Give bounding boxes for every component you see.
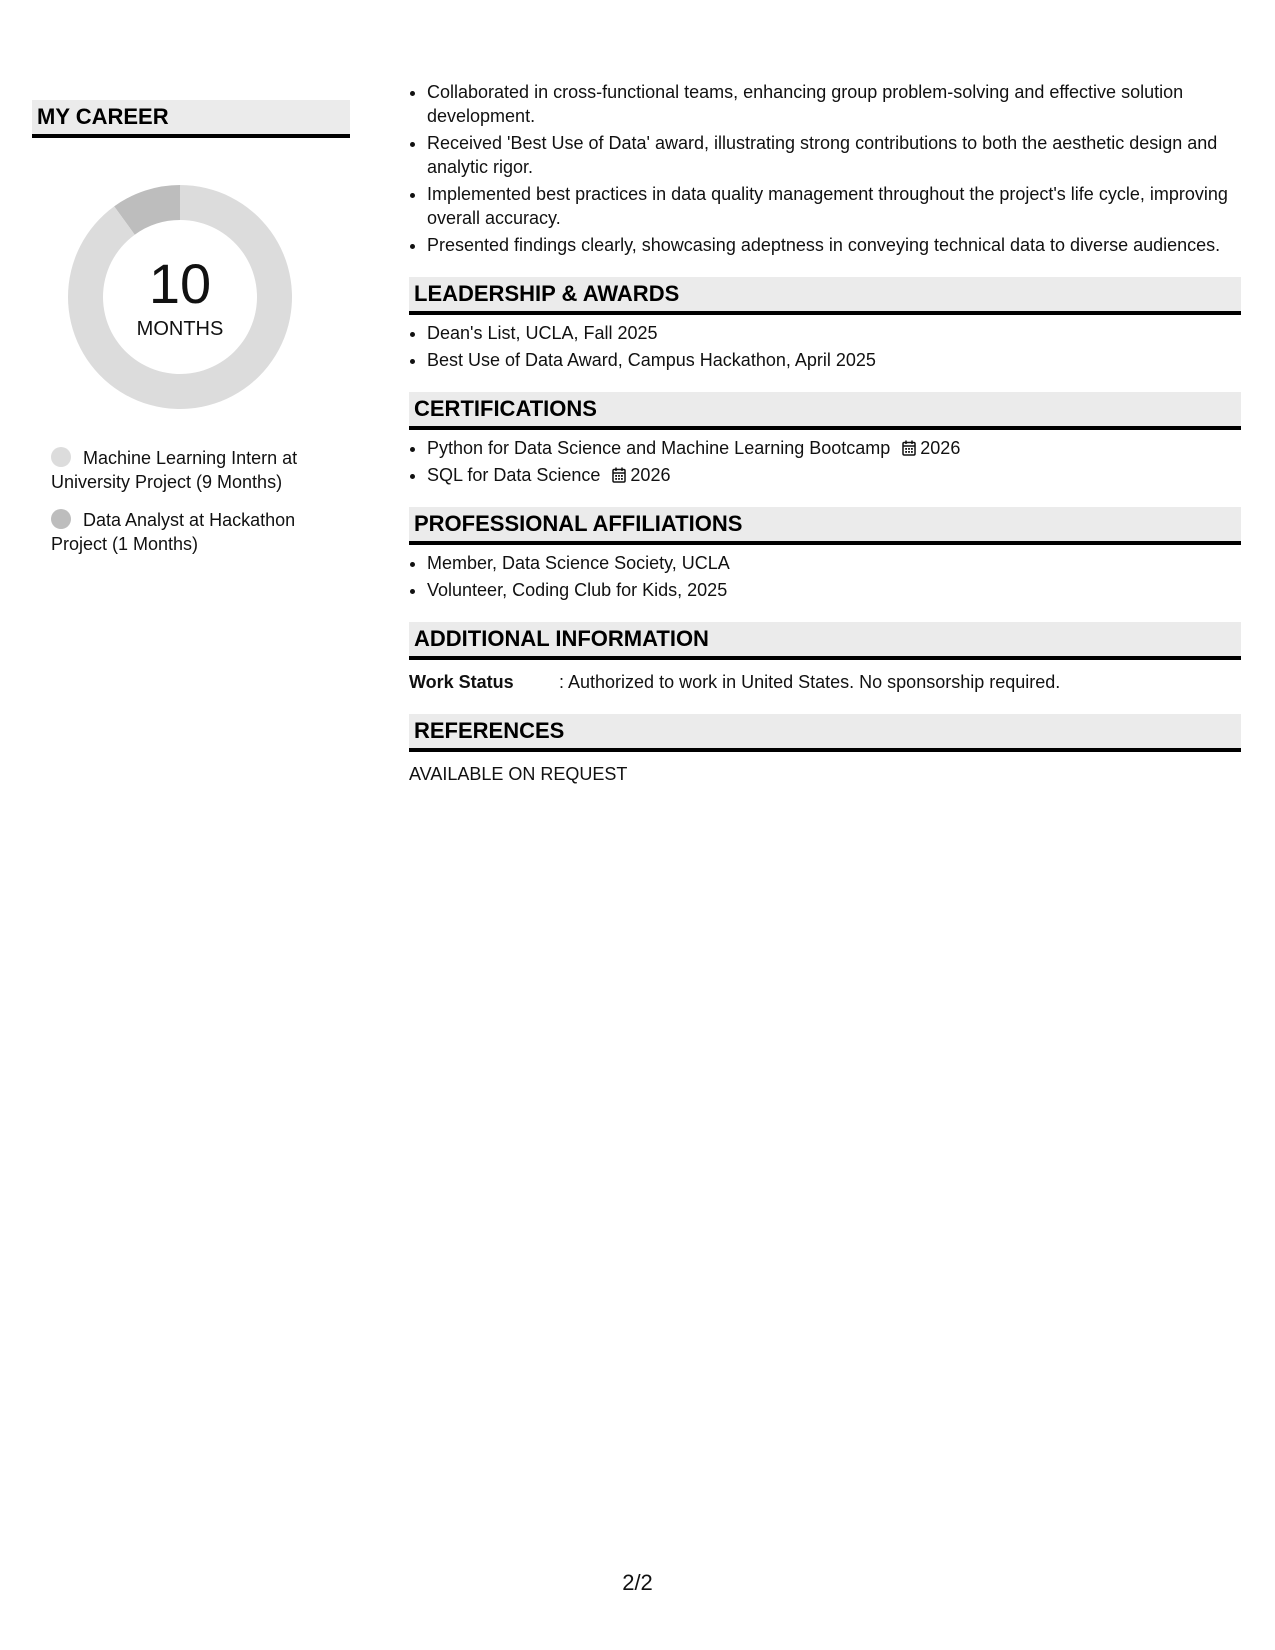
list-item: • Received 'Best Use of Data' award, illustrating strong contributions to both the aesthetic design and analytic rigor. bbox=[427, 131, 1241, 179]
leadership-heading: LEADERSHIP & AWARDS bbox=[409, 277, 1241, 315]
list-item: • Collaborated in cross-functional teams, enhancing group problem-solving and effective solution development. bbox=[427, 80, 1241, 128]
work-status-row bbox=[409, 670, 1241, 694]
list-item: • Best Use of Data Award, Campus Hackathon, April 2025 bbox=[427, 348, 1241, 372]
certification-name: Python for Data Science and Machine Learning Bootcamp bbox=[427, 438, 891, 458]
experience-bullets bbox=[409, 80, 1241, 257]
certification-name: SQL for Data Science bbox=[427, 465, 601, 485]
right-column bbox=[409, 80, 1241, 785]
left-column bbox=[32, 100, 350, 570]
list-item bbox=[427, 463, 1241, 487]
work-status-label: Work Status bbox=[409, 672, 514, 692]
calendar-icon bbox=[902, 440, 916, 456]
affiliations-list bbox=[409, 551, 1241, 602]
certification-year: 2026 bbox=[630, 465, 671, 485]
list-item: • Presented findings clearly, showcasing adeptness in conveying technical data to diverse audiences. bbox=[427, 233, 1241, 257]
legend-dot-icon bbox=[51, 509, 71, 529]
career-donut-chart bbox=[67, 184, 293, 410]
list-item: • Dean's List, UCLA, Fall 2025 bbox=[427, 321, 1241, 345]
legend-label: Machine Learning Intern at University Project (9 Months) bbox=[51, 448, 298, 492]
page-number: 2/2 bbox=[622, 1570, 653, 1595]
legend-item bbox=[51, 508, 350, 556]
certification-year: 2026 bbox=[920, 438, 961, 458]
legend-label: Data Analyst at Hackathon Project (1 Months) bbox=[51, 510, 296, 554]
career-legend bbox=[32, 446, 350, 556]
career-heading: MY CAREER bbox=[32, 100, 350, 138]
certifications-heading: CERTIFICATIONS bbox=[409, 392, 1241, 430]
affiliations-heading: PROFESSIONAL AFFILIATIONS bbox=[409, 507, 1241, 545]
leadership-list bbox=[409, 321, 1241, 372]
list-item bbox=[427, 436, 1241, 460]
references-text: AVAILABLE ON REQUEST bbox=[409, 764, 628, 784]
donut-total-unit: MONTHS bbox=[136, 318, 224, 340]
list-item: • Volunteer, Coding Club for Kids, 2025 bbox=[427, 578, 1241, 602]
list-item: • Member, Data Science Society, UCLA bbox=[427, 551, 1241, 575]
donut-total-value: 10 bbox=[148, 252, 212, 315]
legend-item bbox=[51, 446, 350, 494]
legend-dot-icon bbox=[51, 447, 71, 467]
calendar-icon bbox=[612, 467, 626, 483]
additional-info-heading: ADDITIONAL INFORMATION bbox=[409, 622, 1241, 660]
work-status-value: : Authorized to work in United States. No sponsorship required. bbox=[559, 672, 1061, 692]
list-item: • Implemented best practices in data quality management throughout the project's life cycle, improving overall accuracy. bbox=[427, 182, 1241, 230]
certifications-list bbox=[409, 436, 1241, 487]
references-heading: REFERENCES bbox=[409, 714, 1241, 752]
